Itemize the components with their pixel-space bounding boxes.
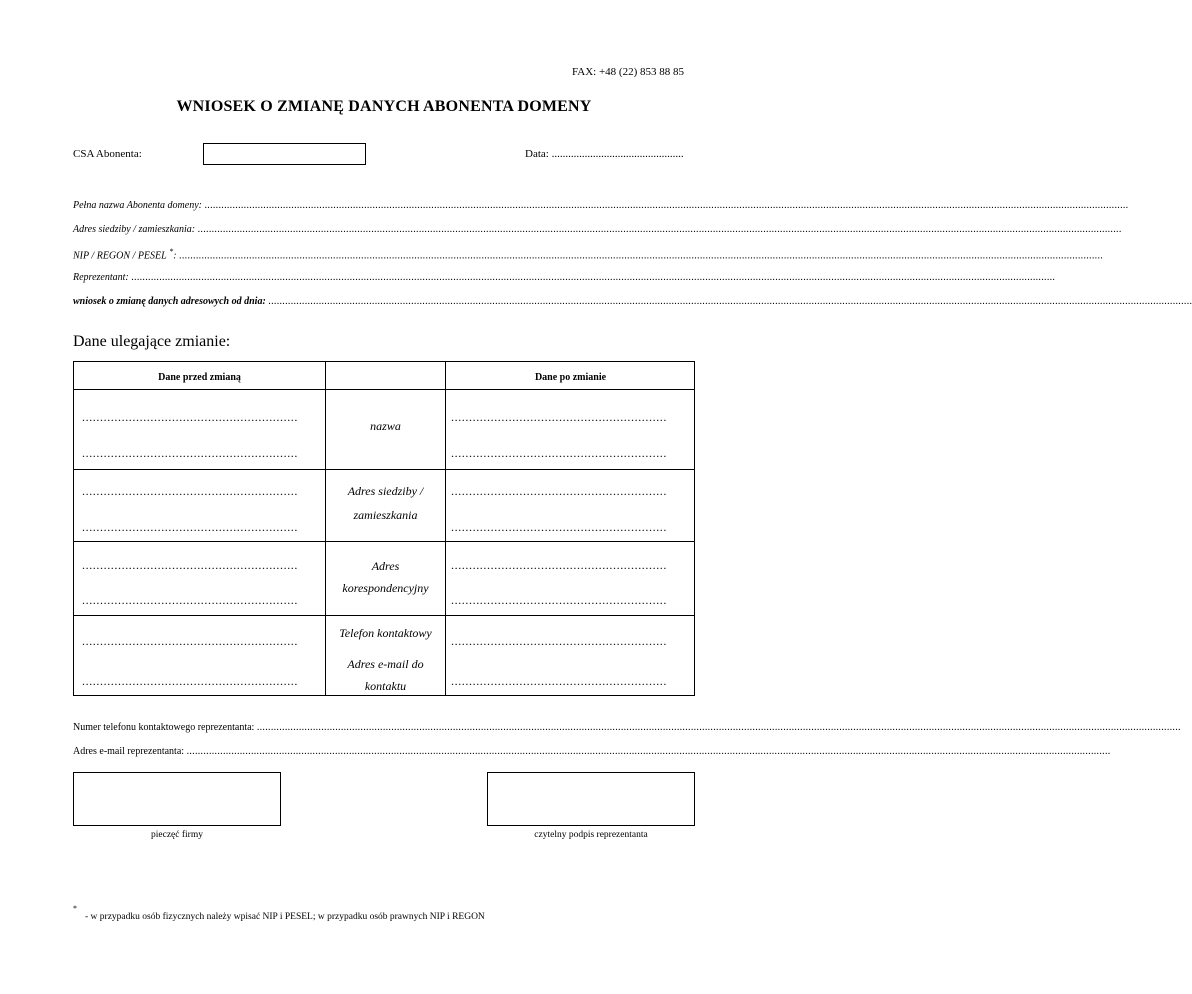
row-label-name: nazwa [370,419,401,433]
row-label-email-1: Adres e-mail do [347,657,424,671]
field-address[interactable] [73,224,1122,235]
signature-label: czytelny podpis reprezentanta [534,830,648,840]
field-full-name-dots: .......................................................................................................................................................................................................................................................................................................................................... [204,200,1129,211]
field-nip-regon-pesel[interactable] [73,247,1104,262]
signature-box[interactable] [487,772,695,826]
field-rep-email[interactable] [73,746,1111,757]
row-label-correspondence-1: Adres [371,559,400,573]
company-stamp-label: pieczęć firmy [151,830,203,840]
before-correspondence-line-1[interactable]: ............................................................ [82,558,298,572]
before-address-line-1[interactable]: ............................................................ [82,484,298,498]
field-representative-label: Reprezentant: [73,272,129,283]
footnote-text: - w przypadku osób fizycznych należy wpisać NIP i PESEL; w przypadku osób prawnych NIP i REGON [85,912,485,923]
footnote-marker: * [73,904,77,913]
field-representative[interactable] [73,272,1056,283]
field-nip-label: NIP / REGON / PESEL [73,250,167,262]
after-email-line[interactable]: ............................................................ [451,674,667,688]
before-name-line-2[interactable]: ............................................................ [82,446,298,460]
footnote [73,904,485,923]
field-rep-email-label: Adres e-mail reprezentanta: [73,746,185,757]
company-stamp-box[interactable] [73,772,281,826]
after-address-line-2[interactable]: ............................................................ [451,520,667,534]
date-label: Data: [525,148,549,160]
date-field[interactable] [525,148,684,160]
field-nip-suffix: : [173,250,177,262]
table-row-divider [74,615,694,616]
fax-number: FAX: +48 (22) 853 88 85 [571,66,684,78]
row-label-address-1: Adres siedziby / [347,484,424,498]
date-dots: ................................................ [551,148,684,160]
row-label-correspondence-2: korespondencyjny [342,581,429,595]
after-correspondence-line-1[interactable]: ............................................................ [451,558,667,572]
table-row-divider [74,541,694,542]
before-email-line[interactable]: ............................................................ [82,674,298,688]
field-address-label: Adres siedziby / zamieszkania: [73,224,196,235]
csa-value [204,148,208,160]
field-rep-phone-label: Numer telefonu kontaktowego reprezentanta: [73,722,255,733]
field-rep-phone[interactable] [73,722,1181,733]
field-representative-dots: .......................................................................................................................................................................................................................................................................................................................................... [131,272,1056,283]
table-header-divider [74,389,694,390]
field-nip-dots: .......................................................................................................................................................................................................................................................................................................................................... [179,250,1104,262]
before-correspondence-line-2[interactable]: ............................................................ [82,593,298,607]
row-label-email-2: kontaktu [364,679,407,693]
after-address-line-1[interactable]: ............................................................ [451,484,667,498]
changes-table [73,361,695,696]
table-col-divider-right [445,362,446,695]
before-phone-line[interactable]: ............................................................ [82,634,298,648]
after-name-line-1[interactable]: ............................................................ [451,410,667,424]
field-nip-marker: * [169,247,174,256]
header-before: Dane przed zmianą [158,372,241,383]
table-col-divider-left [325,362,326,695]
row-label-phone: Telefon kontaktowy [339,626,432,640]
form-title: WNIOSEK O ZMIANĘ DANYCH ABONENTA DOMENY [176,98,592,115]
before-address-line-2[interactable]: ............................................................ [82,520,298,534]
field-change-date[interactable] [73,296,1192,307]
csa-input-box[interactable] [203,143,366,165]
field-rep-phone-dots: .......................................................................................................................................................................................................................................................................................................................................... [256,722,1181,733]
row-label-address-2: zamieszkania [353,508,418,522]
after-name-line-2[interactable]: ............................................................ [451,446,667,460]
field-change-date-label: wniosek o zmianę danych adresowych od dnia: [73,296,266,307]
after-phone-line[interactable]: ............................................................ [451,634,667,648]
field-full-name-label: Pełna nazwa Abonenta domeny: [73,200,202,211]
csa-label: CSA Abonenta: [73,148,142,160]
field-address-dots: .......................................................................................................................................................................................................................................................................................................................................... [197,224,1122,235]
table-row-divider [74,469,694,470]
field-change-date-dots: .......................................................................................................................................................................................................................................................................................................................................... [268,296,1192,307]
section-title: Dane ulegające zmianie: [73,333,231,350]
header-after: Dane po zmianie [534,372,607,383]
before-name-line-1[interactable]: ............................................................ [82,410,298,424]
field-rep-email-dots: .......................................................................................................................................................................................................................................................................................................................................... [186,746,1111,757]
field-full-name[interactable] [73,200,1129,211]
after-correspondence-line-2[interactable]: ............................................................ [451,593,667,607]
